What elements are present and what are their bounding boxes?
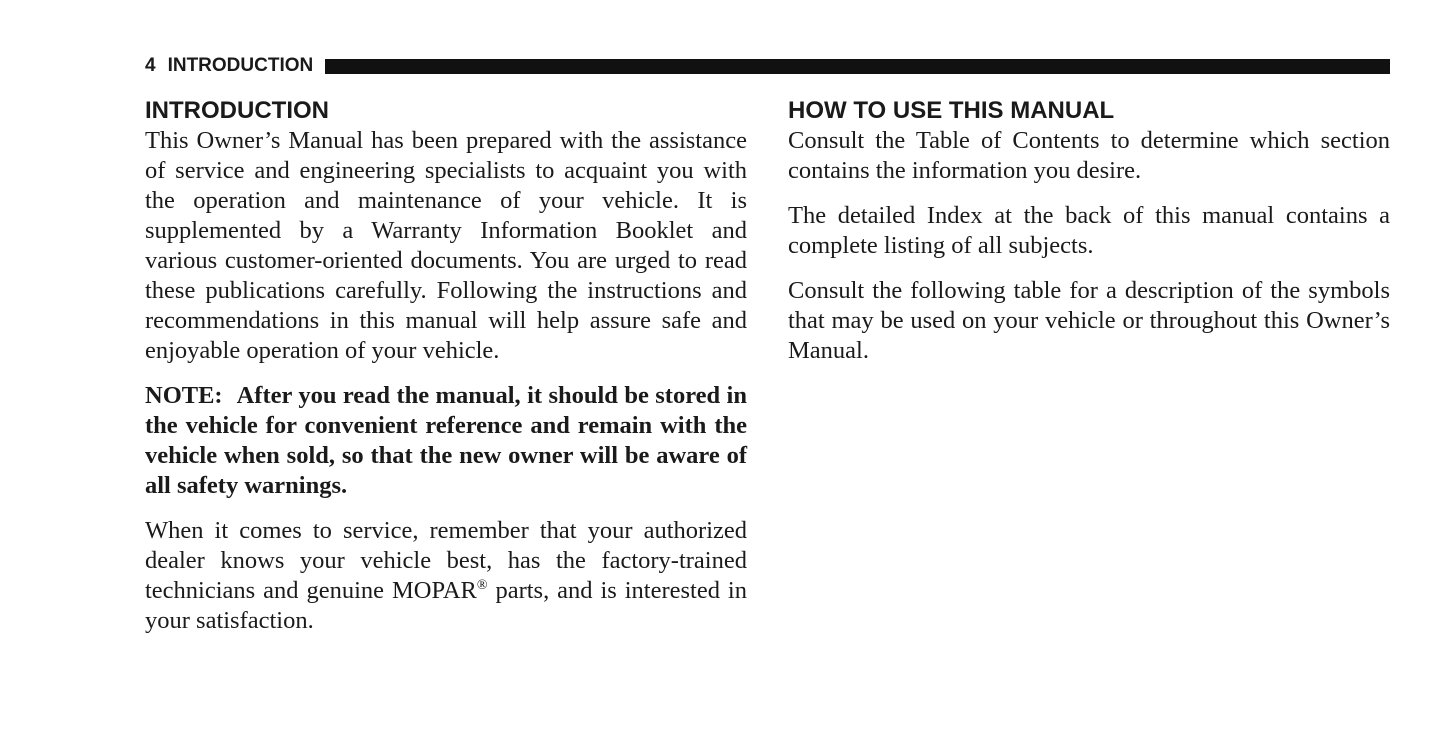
service-paragraph (145, 516, 747, 636)
header-rule (325, 59, 1390, 74)
note-text: After you read the manual, it should be stored in the vehicle for convenient reference and remain with the vehicle when sold, so that the new owner will be aware of all safety warnings. (145, 382, 747, 499)
symbols-paragraph: Consult the following table for a description of the symbols that may be used on your vehicle or throughout this Owner’s Manual. (788, 277, 1390, 364)
running-title: INTRODUCTION (167, 55, 314, 76)
page-header (145, 54, 1390, 78)
how-to-use-heading: HOW TO USE THIS MANUAL (788, 97, 1115, 124)
intro-paragraph: This Owner’s Manual has been prepared with the assistance of service and engineering specialists to acquaint you with the operation and maintenance of your vehicle. It is supplemented by a Warranty Information Booklet and various customer-oriented documents. You are urged to read these publications carefully. Following the instructions and recommendations in this manual will help assure safe and enjoyable operation of your vehicle. (145, 127, 747, 364)
service-text-after: parts, and is interested in your satisfaction. (145, 577, 747, 634)
note-paragraph (145, 381, 747, 501)
right-column (788, 96, 1390, 381)
introduction-heading: INTRODUCTION (145, 97, 329, 124)
service-text-before: When it comes to service, remember that your authorized dealer knows your vehicle best, has the factory-trained technicians and genuine MOPAR (145, 517, 747, 604)
left-column (145, 96, 747, 651)
index-paragraph: The detailed Index at the back of this manual contains a complete listing of all subjects. (788, 202, 1390, 259)
page-number: 4 (145, 55, 156, 76)
registered-mark: ® (476, 578, 488, 593)
toc-paragraph: Consult the Table of Contents to determine which section contains the information you desire. (788, 127, 1390, 184)
note-label: NOTE: (145, 382, 223, 409)
